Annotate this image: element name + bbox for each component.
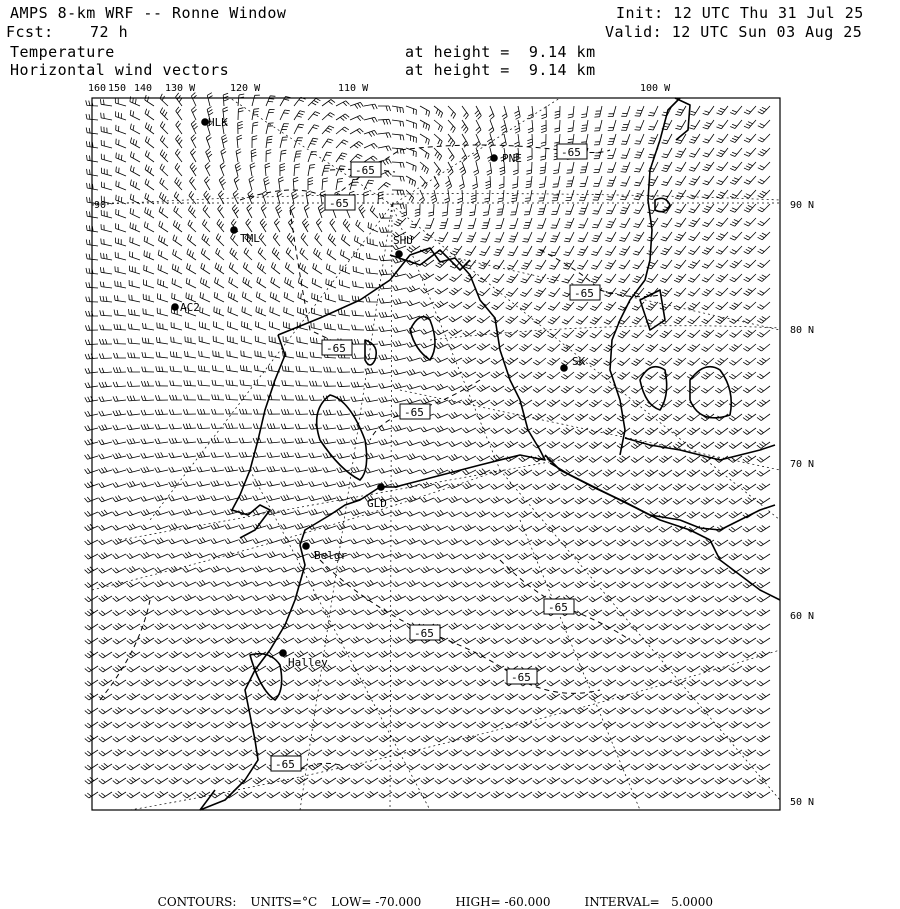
lon-label-100w: 100 W — [640, 83, 671, 94]
contour-label-value: -65 — [574, 287, 594, 300]
init-time: Init: 12 UTC Thu 31 Jul 25 — [616, 4, 864, 22]
lat-label-50n: 50 N — [790, 797, 815, 808]
low-label: LOW= -70.000 — [331, 895, 422, 909]
station-marker — [560, 364, 568, 372]
field2-name: Horizontal wind vectors — [10, 61, 230, 79]
lon-label-160: 160 — [88, 83, 107, 94]
lon-label-130w: 130 W — [165, 83, 196, 94]
station-label: SK — [572, 355, 586, 368]
units-label: UNITS=°C — [250, 895, 318, 909]
station-marker — [171, 303, 179, 311]
lon-label-150: 150 — [108, 83, 127, 94]
station-marker — [302, 542, 310, 550]
map-frame — [92, 98, 780, 810]
station-marker — [377, 483, 385, 491]
forecast-hours: 72 h — [90, 23, 129, 41]
station-label: HLK — [208, 116, 228, 129]
lat-label-80n: 80 N — [790, 325, 815, 336]
lat-label-90n: 90 N — [790, 200, 815, 211]
contour-label-value: -65 — [511, 671, 531, 684]
contour-label-value: -65 — [355, 164, 375, 177]
valid-time: Valid: 12 UTC Sun 03 Aug 25 — [605, 23, 863, 41]
map-title: AMPS 8-km WRF -- Ronne Window — [10, 4, 287, 22]
station-label: Halley — [288, 656, 328, 669]
station-label: AC2 — [180, 301, 200, 314]
station-label: GLD — [367, 497, 387, 510]
field1-height: at height = 9.14 km — [405, 43, 596, 61]
contour-label-value: -65 — [404, 406, 424, 419]
contour-label-value: -65 — [548, 601, 568, 614]
lat-label-60n: 60 N — [790, 611, 815, 622]
station-marker — [395, 250, 403, 258]
lon-label-120w: 120 W — [230, 83, 261, 94]
contour-label-value: -65 — [561, 146, 581, 159]
graticule — [92, 98, 780, 810]
station-label: SHU — [393, 234, 413, 247]
contour-label-value: -65 — [329, 197, 349, 210]
lat-label-70n: 70 N — [790, 459, 815, 470]
wind-vectors — [85, 93, 771, 798]
contours-label: CONTOURS: — [157, 895, 237, 909]
field1-name: Temperature — [10, 43, 115, 61]
station-label: TML — [240, 232, 260, 245]
station-label: PNE — [502, 152, 522, 165]
station-marker — [490, 154, 498, 162]
forecast-label: Fcst: — [6, 23, 54, 41]
high-label: HIGH= -60.000 — [455, 895, 551, 909]
lon-label-110w: 110 W — [338, 83, 369, 94]
field2-height: at height = 9.14 km — [405, 61, 596, 79]
interval-label: INTERVAL= 5.0000 — [584, 895, 714, 909]
station-marker — [230, 226, 238, 234]
station-marker — [279, 649, 287, 657]
contour-label-value: -65 — [326, 342, 346, 355]
left-lat-label: 90 — [94, 200, 107, 211]
station-label: Belgr — [314, 549, 348, 562]
contour-legend — [150, 881, 727, 909]
contour-label-value: -65 — [414, 627, 434, 640]
lon-label-140: 140 — [134, 83, 153, 94]
contour-label-value: -65 — [275, 758, 295, 771]
